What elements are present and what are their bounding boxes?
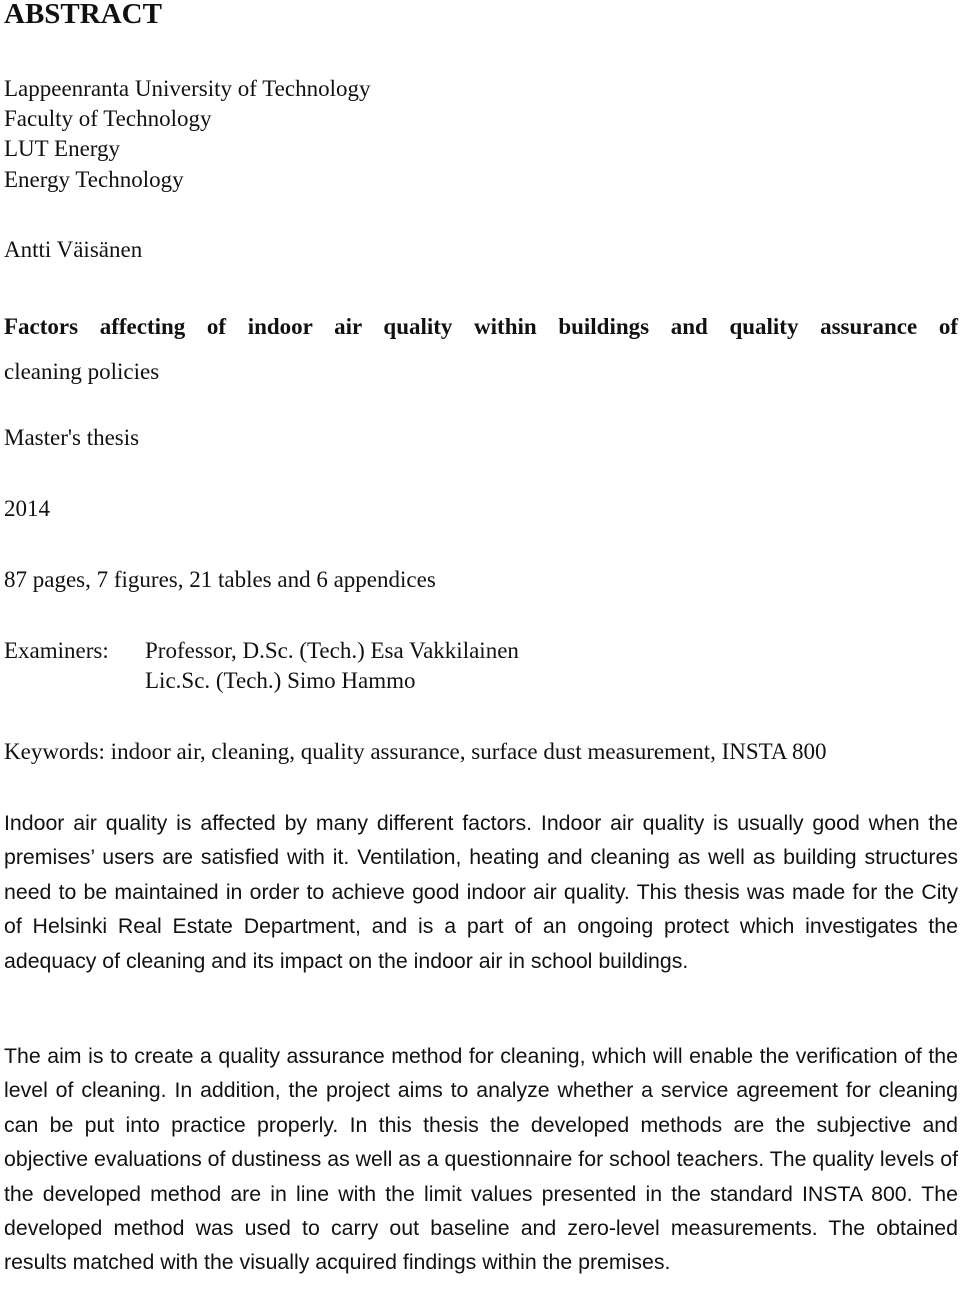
examiner-2: Lic.Sc. (Tech.) Simo Hammo bbox=[145, 668, 416, 693]
author-name: Antti Väisänen bbox=[4, 237, 143, 262]
department-name: LUT Energy bbox=[4, 136, 121, 161]
abstract-paragraph-2: The aim is to create a quality assurance method for cleaning, which will enable the verification of the level of cleaning. In addition, the project aims to analyze whether a service agreement for cleaning can be put into practice properly. In this thesis the developed methods are the subjective and objective evaluations of dustiness as well as a questionnaire for school teachers. The quality levels of the developed method are in line with the limit values presented in the standard INSTA 800. The developed method was used to carry out baseline and zero-level measurements. The obtained results matched with the visually acquired findings within the premises. bbox=[4, 1044, 958, 1275]
keywords: Keywords: indoor air, cleaning, quality assurance, surface dust measurement, INSTA 800 bbox=[4, 739, 827, 764]
thesis-title bbox=[4, 304, 958, 394]
page-info: 87 pages, 7 figures, 21 tables and 6 appendices bbox=[4, 567, 436, 592]
thesis-title-line-1: Factors affecting of indoor air quality within buildings and quality assurance of bbox=[4, 314, 958, 339]
abstract-paragraph-1: Indoor air quality is affected by many different factors. Indoor air quality is usually good when the premises’ users are satisfied with it. Ventilation, heating and cleaning as well as building structures need to be maintained in order to achieve good indoor air quality. This thesis was made for the City of Helsinki Real Estate Department, and is a part of an ongoing protect which investigates the adequacy of cleaning and its impact on the indoor air in school buildings. bbox=[4, 811, 958, 973]
university-name: Lappeenranta University of Technology bbox=[4, 76, 371, 101]
degree-programme: Energy Technology bbox=[4, 167, 184, 192]
examiner-1: Professor, D.Sc. (Tech.) Esa Vakkilainen bbox=[145, 638, 519, 663]
thesis-title-line-2: cleaning policies bbox=[4, 359, 160, 384]
examiners-label: Examiners: bbox=[4, 638, 109, 663]
faculty-name: Faculty of Technology bbox=[4, 106, 212, 131]
thesis-year: 2014 bbox=[4, 496, 50, 521]
thesis-type: Master's thesis bbox=[4, 425, 140, 450]
page-heading: ABSTRACT bbox=[4, 0, 162, 30]
